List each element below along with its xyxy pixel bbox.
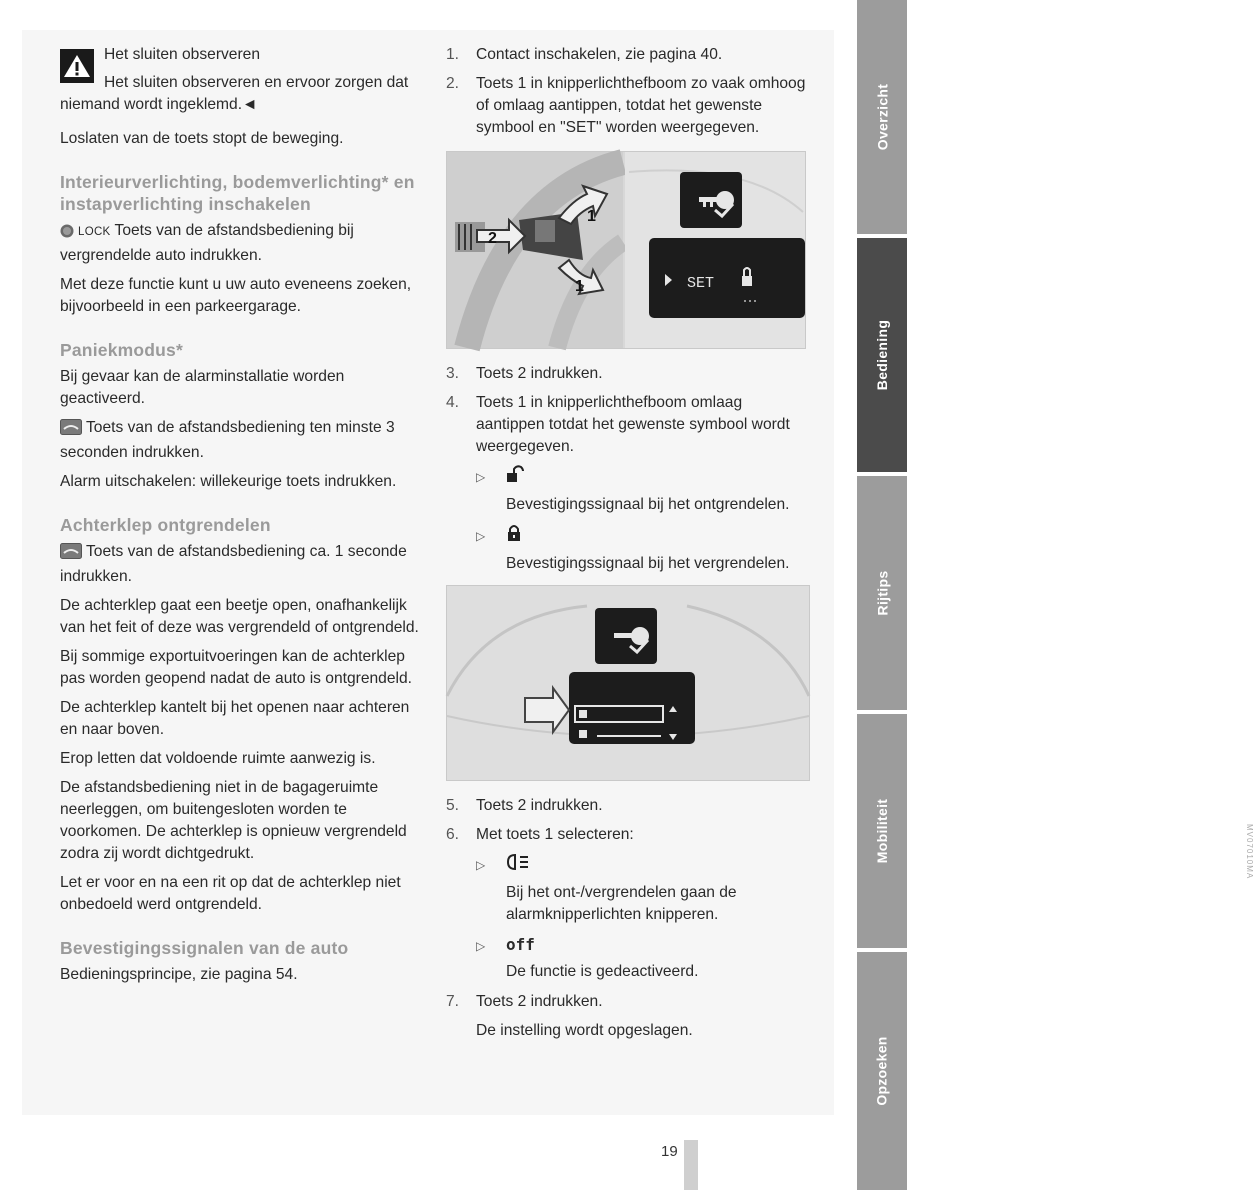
tab-label: Bediening bbox=[874, 319, 890, 391]
step-1 bbox=[446, 44, 812, 66]
figure-label-1-up: 1 bbox=[587, 208, 596, 225]
option-off-desc: De functie is gedeactiveerd. bbox=[506, 963, 699, 980]
trunk-button-icon bbox=[60, 419, 82, 442]
tab-label: Overzicht bbox=[874, 83, 890, 151]
tailgate-paragraph-3: Bij sommige exportuitvoeringen kan de achterklep pas worden geopend nadat de auto is ontgrendeld. bbox=[60, 648, 413, 687]
interior-paragraph-2: Met deze functie kunt u uw auto eveneens zoeken, bijvoorbeeld in een parkeergarage. bbox=[60, 276, 412, 315]
step-7 bbox=[446, 991, 812, 1013]
panic-text-2: Toets van de afstandsbediening ten minste 3 seconden indrukken. bbox=[60, 419, 395, 461]
confirm-paragraph-1: Bedieningsprincipe, zie pagina 54. bbox=[60, 966, 298, 983]
heading-confirmation-signals: Bevestigingssignalen van de auto bbox=[60, 938, 349, 958]
step-number: 7. bbox=[446, 993, 460, 1010]
interior-paragraph-1 bbox=[60, 220, 422, 267]
tailgate-paragraph-7: Let er voor en na een rit op dat de achterklep niet onbedoeld werd ontgrendeld. bbox=[60, 874, 401, 913]
step-4 bbox=[446, 392, 812, 458]
tailgate-text-1: Toets van de afstandsbediening ca. 1 seconde indrukken. bbox=[60, 543, 407, 585]
tab-label: Opzoeken bbox=[874, 1036, 890, 1106]
heading-panic-mode: Paniekmodus* bbox=[60, 340, 183, 360]
warning-triangle-icon bbox=[60, 49, 94, 83]
step-5 bbox=[446, 795, 812, 817]
warning-text: Het sluiten observeren en ervoor zorgen dat niemand wordt ingeklemd.◄ bbox=[60, 74, 409, 113]
tab-label: Rijtips bbox=[873, 570, 890, 616]
warning-heading: Het sluiten observeren bbox=[104, 46, 261, 63]
tab-overzicht[interactable] bbox=[857, 0, 907, 238]
step-text: Toets 1 in knipperlichthefboom zo vaak omhoog of omlaag aantippen, totdat het gewenste symbool en "SET" worden weergegeven. bbox=[476, 75, 806, 136]
tailgate-paragraph-1 bbox=[60, 541, 422, 588]
unlock-icon bbox=[506, 470, 526, 487]
figure-label-2: 2 bbox=[488, 230, 497, 247]
page-number: 19 bbox=[661, 1143, 678, 1160]
stalk-display-illustration bbox=[447, 152, 805, 348]
tab-opzoeken[interactable] bbox=[857, 952, 907, 1190]
option-off bbox=[476, 934, 812, 957]
lock-icon bbox=[506, 529, 522, 546]
left-column bbox=[60, 44, 422, 993]
panic-paragraph-2 bbox=[60, 417, 422, 464]
figure-label-1-down: 1 bbox=[575, 278, 584, 295]
tailgate-paragraph-5: Erop letten dat voldoende ruimte aanwezig is. bbox=[60, 750, 376, 767]
tab-mobiliteit[interactable] bbox=[857, 714, 907, 952]
bullet-triangle-icon: ▷ bbox=[476, 529, 486, 543]
trunk-button-icon bbox=[60, 543, 82, 566]
option-unlock-desc: Bevestigingssignaal bij het ontgrendelen. bbox=[506, 496, 790, 513]
step-number: 5. bbox=[446, 797, 460, 814]
lock-label: LOCK bbox=[78, 226, 111, 238]
page-number-bar bbox=[684, 1140, 698, 1190]
tailgate-paragraph-2: De achterklep gaat een beetje open, onafhankelijk van het feit of deze was vergrendeld of ontgrendeld. bbox=[60, 597, 419, 636]
option-unlock bbox=[476, 465, 812, 490]
step-number: 3. bbox=[446, 365, 460, 382]
bullet-triangle-icon: ▷ bbox=[476, 470, 486, 484]
step-text: Toets 2 indrukken. bbox=[476, 993, 603, 1010]
bullet-triangle-icon: ▷ bbox=[476, 858, 486, 872]
figure-instrument-cluster bbox=[446, 585, 810, 781]
option-lock bbox=[476, 524, 812, 549]
release-paragraph: Loslaten van de toets stopt de beweging. bbox=[60, 130, 344, 147]
tab-bediening[interactable] bbox=[857, 238, 907, 476]
step-2 bbox=[446, 73, 812, 139]
step-text: Toets 2 indrukken. bbox=[476, 797, 603, 814]
step-text: Met toets 1 selecteren: bbox=[476, 826, 634, 843]
tab-rijtips[interactable] bbox=[857, 476, 907, 714]
hazard-light-icon bbox=[506, 858, 530, 875]
step-text: Contact inschakelen, zie pagina 40. bbox=[476, 46, 723, 63]
step-number: 4. bbox=[446, 394, 460, 411]
bullet-triangle-icon: ▷ bbox=[476, 939, 486, 953]
option-hazard-desc: Bij het ont-/vergrendelen gaan de alarmknipperlichten knipperen. bbox=[506, 884, 737, 923]
display-set-text: SET bbox=[687, 275, 715, 292]
step-3 bbox=[446, 363, 812, 385]
figure-code: MV07010MA bbox=[1245, 824, 1254, 880]
panic-paragraph-3: Alarm uitschakelen: willekeurige toets indrukken. bbox=[60, 473, 397, 490]
lock-button-icon bbox=[60, 223, 74, 245]
heading-tailgate: Achterklep ontgrendelen bbox=[60, 515, 271, 535]
panic-paragraph-1: Bij gevaar kan de alarminstallatie worden geactiveerd. bbox=[60, 368, 345, 407]
option-hazard-lights bbox=[476, 853, 812, 878]
tab-label: Mobiliteit bbox=[874, 798, 890, 864]
step-number: 1. bbox=[446, 46, 460, 63]
interior-text-1: Toets van de afstandsbediening bij vergrendelde auto indrukken. bbox=[60, 222, 354, 264]
side-tab-strip bbox=[857, 0, 907, 1190]
warning-box bbox=[60, 44, 422, 116]
step-6 bbox=[446, 824, 812, 846]
step-text: Toets 1 in knipperlichthefboom omlaag aantippen totdat het gewenste symbool wordt weergegeven. bbox=[476, 394, 790, 455]
step-7-desc: De instelling wordt opgeslagen. bbox=[476, 1022, 693, 1039]
instrument-cluster-illustration bbox=[447, 586, 809, 780]
tailgate-paragraph-6: De afstandsbediening niet in de bagageruimte neerleggen, om buitengesloten worden te voorkomen. De achterklep is opnieuw vergrendeld zodra zij wordt dichtgedrukt. bbox=[60, 779, 407, 862]
step-number: 2. bbox=[446, 75, 460, 92]
off-label: off bbox=[506, 935, 535, 954]
step-text: Toets 2 indrukken. bbox=[476, 365, 603, 382]
figure-stalk-display bbox=[446, 151, 806, 349]
option-lock-desc: Bevestigingssignaal bij het vergrendelen. bbox=[506, 555, 790, 572]
tailgate-paragraph-4: De achterklep kantelt bij het openen naar achteren en naar boven. bbox=[60, 699, 410, 738]
step-number: 6. bbox=[446, 826, 460, 843]
heading-interior-light: Interieurverlichting, bodemverlichting* en instapverlichting inschakelen bbox=[60, 172, 415, 214]
